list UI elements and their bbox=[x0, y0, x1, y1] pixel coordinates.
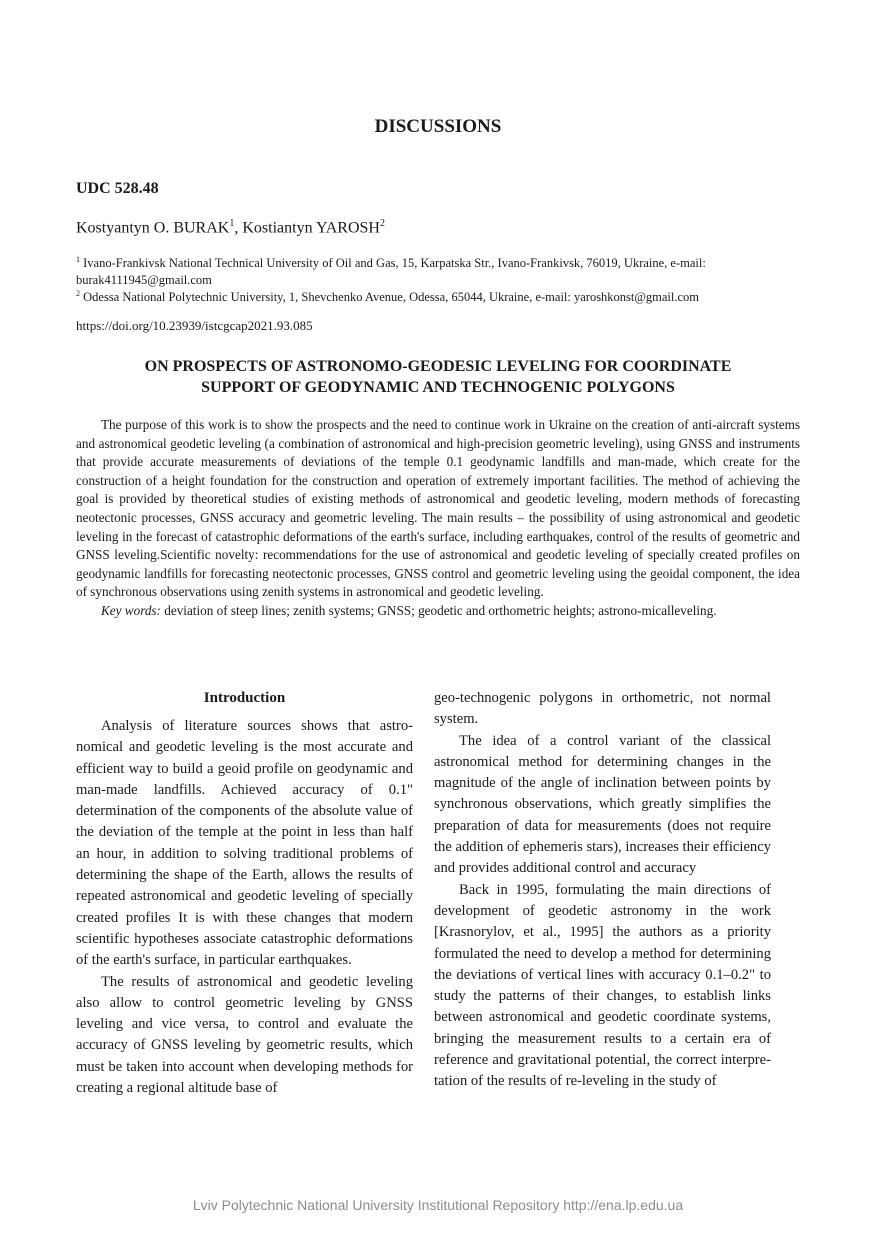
keywords bbox=[76, 602, 800, 621]
author-name: Kostyantyn O. BURAK bbox=[76, 219, 230, 237]
udc-code: UDC 528.48 bbox=[76, 180, 159, 197]
affiliation-number: 2 bbox=[76, 289, 80, 298]
introduction-heading: Introduction bbox=[203, 690, 286, 706]
left-column bbox=[76, 688, 413, 1099]
body-paragraph: Analysis of literature sources shows that astro-nomical and geodetic leveling is the most accurate and efficient way to build a geoid profile on geodynamic and man-made landfills. Achieved accuracy of 0.1" determination of the components of the absolute value of the deviation of the temple at the point in less than half an hour, in addition to solving traditional problems of determining the shape of the Earth, allows the results of repeated astronomical and geodetic leveling of specially created profiles It is with these changes that modern scientific hypotheses associate catastrophic deformations of the earth's surface, in particular earthquakes. bbox=[76, 718, 413, 969]
repository-footer: Lviv Polytechnic National University Institutional Repository http://ena.lp.edu.ua bbox=[192, 1197, 684, 1213]
keywords-text: deviation of steep lines; zenith systems; GNSS; geodetic and orthometric heights; astrono-micalleveling. bbox=[160, 602, 717, 618]
affiliation bbox=[76, 285, 800, 306]
right-column bbox=[434, 688, 771, 1093]
affiliation bbox=[76, 251, 800, 289]
affiliation-text: Odessa National Polytechnic University, 1, Shevchenko Avenue, Odessa, 65044, Ukraine, e-mail: yaroshkonst@gmail.com bbox=[80, 290, 700, 305]
body-paragraph: Back in 1995, formulating the main directions of development of geodetic astronomy in the work [Krasnorylov, et al., 1995] the authors as a priority formulated the need to develop a method for determining the deviations of vertical lines with accuracy 0.1–0.2" to study the patterns of their changes, to establish links between astronomical and geodetic coordinate systems, bringing the measurement results to a certain era of reference and gravitational potential, the correct interpre-tation of the results of re-leveling in the study of bbox=[434, 881, 771, 1090]
title-line: ON PROSPECTS OF ASTRONOMO-GEODESIC LEVELING FOR COORDINATE bbox=[144, 358, 732, 375]
body-paragraph: The idea of a control variant of the classical astronomical method for determining changes in the magnitude of the angle of inclination between points by synchronous observations, which greatly simplifies the preparation of data for measurements (does not require the addition of ephemeris stars), increases their efficiency and provides additional control and accuracy bbox=[434, 732, 771, 877]
affiliation-number: 1 bbox=[76, 255, 80, 264]
author-separator: , bbox=[234, 219, 243, 237]
title-line: SUPPORT OF GEODYNAMIC AND TECHNOGENIC POLYGONS bbox=[201, 379, 675, 396]
abstract-text: The purpose of this work is to show the prospects and the need to continue work in Ukraine on the creation of anti-aircraft systems and astronomical geodetic leveling (a combination of astronomical and high-precision geometric leveling), using GNSS and instruments that provide accurate measurements of deviations of the temple 0.1 geodynamic landfills and man-made, which create for the construction of a height foundation for the construction and operation of extremely important facilities. The method of achieving the goal is provided by theoretical studies of existing methods of astronomical and geodetic leveling, modern methods of forecasting neotectonic processes, GNSS accuracy and geometric leveling. The main results – the possibility of using astronomical and geodetic leveling in the forecast of catastrophic deformations of the earth's surface, including earthquakes, control of the results of geometric and GNSS leveling.Scientific novelty: recommendations for the use of astronomical and geodetic leveling of specially created profiles on geodynamic landfills for forecasting neotectonic processes, GNSS control and geometric leveling using the geoidal component, the idea of synchronous observations using zenith systems in astronomical and geodetic leveling. bbox=[76, 417, 800, 600]
affiliation-marker: 1 bbox=[229, 218, 235, 229]
affiliation-text: Ivano-Frankivsk National Technical University of Oil and Gas, 15, Karpatska Str., Ivano-Frankivsk, 76019, Ukraine, e-mail: burak4111945@gmail.com bbox=[76, 256, 706, 288]
affiliation-marker: 2 bbox=[379, 218, 385, 229]
paper-title bbox=[76, 356, 800, 398]
author-name: Kostiantyn YAROSH bbox=[242, 219, 380, 237]
section-heading: DISCUSSIONS bbox=[374, 116, 502, 137]
abstract bbox=[76, 416, 800, 621]
body-paragraph: geo-technogenic polygons in orthometric, not normal system. bbox=[434, 690, 771, 728]
keywords-label: Key words: bbox=[101, 602, 161, 618]
body-paragraph: The results of astronomical and geodetic leveling also allow to control geometric leveling by GNSS leveling and vice versa, to control and evaluate the accuracy of GNSS leveling by geometric results, which must be taken into account when developing methods for creating a regional altitude base of bbox=[76, 973, 413, 1097]
doi-link[interactable]: https://doi.org/10.23939/istcgcap2021.93.085 bbox=[76, 318, 313, 333]
author-list bbox=[76, 218, 385, 237]
